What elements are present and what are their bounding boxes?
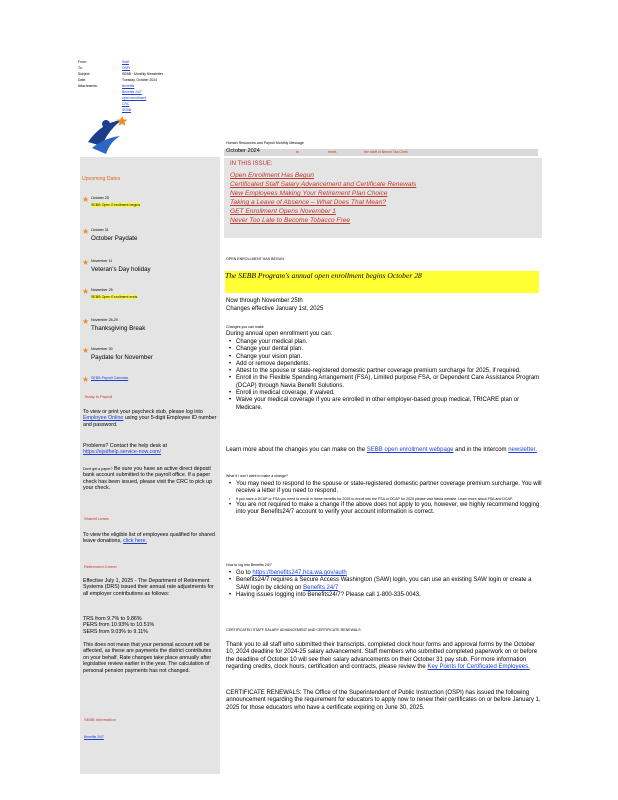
benefits-auth-link[interactable]: https://benefits247.hca.wa.gov/auth [252,570,347,576]
star-icon: ★ [82,375,90,384]
newsletter-header: Human Resources and Payroll Monthly Message [226,141,304,145]
star-icon: ★ [82,287,90,296]
in-this-issue-box [224,158,542,238]
issue-link[interactable]: Never Too Late to Become Tobacco Free [230,217,351,224]
event-item: ★ October 31 October Paydate [82,227,138,242]
helpdesk-paragraph: Problems? Contact the help desk at https://ejsdhelp.service-now.com/ [83,443,217,456]
certificated-paragraph: Thank you to all staff who submitted their transcripts, completed clock hour forms and approval forms by the October 10, 2024 deadline for 2024-25 salary advancement. Staff members who submitted completed paperwork on or before the deadline of October 10 will see their salary advancements on their October 31 pay stub. For more information regarding credits, clock hours, certification and contracts, please review the Key Points for Certificated Employees. [226,642,538,670]
retirement-paragraph: Effective July 1, 2025 - The Department of Retirement Systems (DRS) issued their annual rate adjustments for all employer contributions as follows: [83,578,214,597]
memo-row-date: Date: Tuesday, October 2024 [78,78,158,82]
issue-link[interactable]: Certificated Staff Salary Advancement and Certificate Renewals [230,181,417,188]
list-item: • Go to https://benefits247.hca.wa.gov/auth [226,570,542,577]
list-item: • Benefits24/7 requires a Secure Access Washington (SAW) login, you can use an existing SAW login or create a SAW login by clicking on Benefits 24/7 [226,577,542,592]
certificated-heading-tiny: CERTIFICATED STAFF SALARY ADVANCEMENT AND CERTIFICATE RENEWALS [226,628,361,632]
event-item [82,376,218,386]
list-item: • Change your dental plan. [226,346,542,353]
retirement-paragraph-2: This does not mean that your personal account will be affected, as these are payments the district contributes on your behalf. Rate changes take place annually after legislative review earlier in the year. The calculation of personal pension payments has not changed. [83,642,212,674]
event-item: ★ November 30 Paydate for November [82,346,153,361]
memo-link-1[interactable]: Benefits 24/7 [122,90,142,94]
rate-item: SERS from 9.03% to 9.11% [83,628,148,635]
memo-row-attachments: Attachments: Benefits [78,84,135,88]
list-item: • Enroll in medical coverage, if waived. [226,390,542,397]
helpdesk-link[interactable]: https://ejsdhelp.service-now.com/ [83,449,162,456]
changes-heading-tiny: Changes you can make [226,325,264,329]
star-icon: ★ [82,258,90,267]
during-text: During annual open enrollment you can: [226,331,333,337]
event-item: ★ November 25 SEBB Open Enrollment ends [82,287,138,299]
list-item: • Having issues logging into Benefits24/7? Please call 1-800-335-0043. [226,592,542,599]
in-this-issue-heading: IN THIS ISSUE: [230,161,273,167]
memo-row-to: To: OSPI [78,66,131,70]
open-enrollment-title: The SEBB Program's annual open enrollment begins October 28 [225,271,539,293]
shared-leave-link[interactable]: click here. [123,538,147,545]
issue-link[interactable]: Taking a Leave of Absence – What Does That Mean? [230,199,387,206]
list-item: • Change your vision plan. [226,354,542,361]
issue-link[interactable]: New Employees Making Your Retirement Plan Choice [230,190,388,197]
list-item: • Add or remove dependents. [226,361,542,368]
newsletter-date: October 2024 [226,148,260,154]
list-item: • Waive your medical coverage if you are enrolled in other employer-based group medical, TRICARE plan or Medicare. [226,397,542,412]
payroll-paragraph: To view or print your paycheck stub, please log into Employee Online using your 5-digit Employee ID number and password. [83,409,217,428]
top-banner: to news the staff of Bench Tax Clerk [224,149,538,156]
memo-link-3[interactable]: CRC [122,102,130,106]
login-list [226,570,542,599]
shared-leave-paragraph: To view the eligible list of employees qualified for shared leave donations, click here. [83,532,215,545]
changes-effective-text: Changes effective January 1st, 2025 [226,306,324,312]
newsletter-link[interactable]: newsletter. [508,447,537,453]
what-if-list [226,481,542,517]
star-icon: ★ [82,227,90,236]
district-logo [82,112,130,160]
shared-leave-heading: Shared Leave [84,516,109,521]
benefits247-link[interactable]: Benefits 24/7 [303,584,339,591]
list-item: • Change your medical plan. [226,339,542,346]
retirement-rates [83,616,217,635]
sebb-info-heading: SEBB Information [84,717,116,722]
how-to-log-in-heading-tiny: How to log into Benefits 24/7 [226,563,272,567]
list-item: • Enroll in the Flexible Spending Arrangement (FSA), Limited purpose FSA, or Dependent Care Assistance Program (DCAP) through Navia Benefit Solutions. [226,375,542,390]
star-icon: ★ [82,317,90,326]
issue-link[interactable]: GET Enrollment Opens November 1 [230,208,336,215]
event-item: ★ October 25 SEBB Open Enrollment begins [82,195,141,207]
rate-item: TRS from 9.7% to 9.86% [83,616,142,622]
paper-check-paragraph: Don't get a paper? Be sure you have an active direct deposit bank account submitted to the payroll office. If a paper check has been issued, please visit the CRC to pick up your check. [83,466,212,492]
rate-item: PERS from 10.93% to 10.51% [83,622,155,629]
employee-online-link[interactable]: Employee Online [83,415,124,422]
memo-row-from: From: Staff [78,60,129,64]
key-points-link[interactable]: Key Points for Certificated Employees. [427,663,530,670]
section-open-enrollment-tiny: OPEN ENROLLMENT HAS BEGUN [226,257,284,261]
memo-row-subject: Subject: SEBB · Monthly Newsletter [78,72,163,76]
sebb-webpage-link[interactable]: SEBB open enrollment webpage [366,447,454,453]
sebb-info-link[interactable]: Benefits 24/7 [84,735,104,739]
event-item: ★ November 28-29 Thanksgiving Break [82,317,146,332]
list-item: • Attest to the spouse or state-registered domestic partner coverage premium surcharge for 2025, if required. [226,368,542,375]
changes-list [226,339,542,412]
list-item: • You are not required to make a change if the above does not apply to you, however, we highly recommend logging into your Benefits24/7 account to verify your account information is correct. [226,502,542,517]
what-if-heading-tiny: What if I don't want to make a change? [226,474,289,478]
now-through-text: Now through November 25th [226,298,303,304]
event-item: ★ November 11 Veteran's Day holiday [82,258,151,273]
learn-more-paragraph: Learn more about the changes you can make on the SEBB open enrollment webpage and in the Intercom newsletter. [226,447,537,453]
payroll-calendar-link[interactable]: SEBB Payroll Calendar [91,376,129,380]
star-icon: ★ [82,346,90,355]
upcoming-dates-heading: Upcoming Dates [82,176,121,182]
memo-link-4[interactable]: SEBB [122,108,132,112]
payroll-heading: Today in Payroll [84,394,113,399]
list-item: • If you have a DCAP or FSA you need to enroll in these benefits for 2025 to enroll into the FSA or DCAP for 2025 please visit Navia website. Learn more about FSA and DCAP. [226,496,542,503]
list-item: • You may need to respond to the spouse or state-registered domestic partner coverage premium surcharge. You will receive a letter if you need to respond. [226,481,542,496]
star-icon: ★ [82,195,90,204]
retirement-heading: Retirement Corner [84,564,117,569]
memo-link-2[interactable]: open enrollment [122,96,147,100]
issue-link[interactable]: Open Enrollment Has Begun [230,172,314,179]
certificate-renewals-paragraph: CERTIFICATE RENEWALS: The Office of the Superintendent of Public Instruction (OSPI) has issued the following announcement regarding the requirement for educators to apply now to renew their certificates on or before January 1, 2025 for those educators who have a certificate expiring on June 30, 2025. [226,690,541,711]
